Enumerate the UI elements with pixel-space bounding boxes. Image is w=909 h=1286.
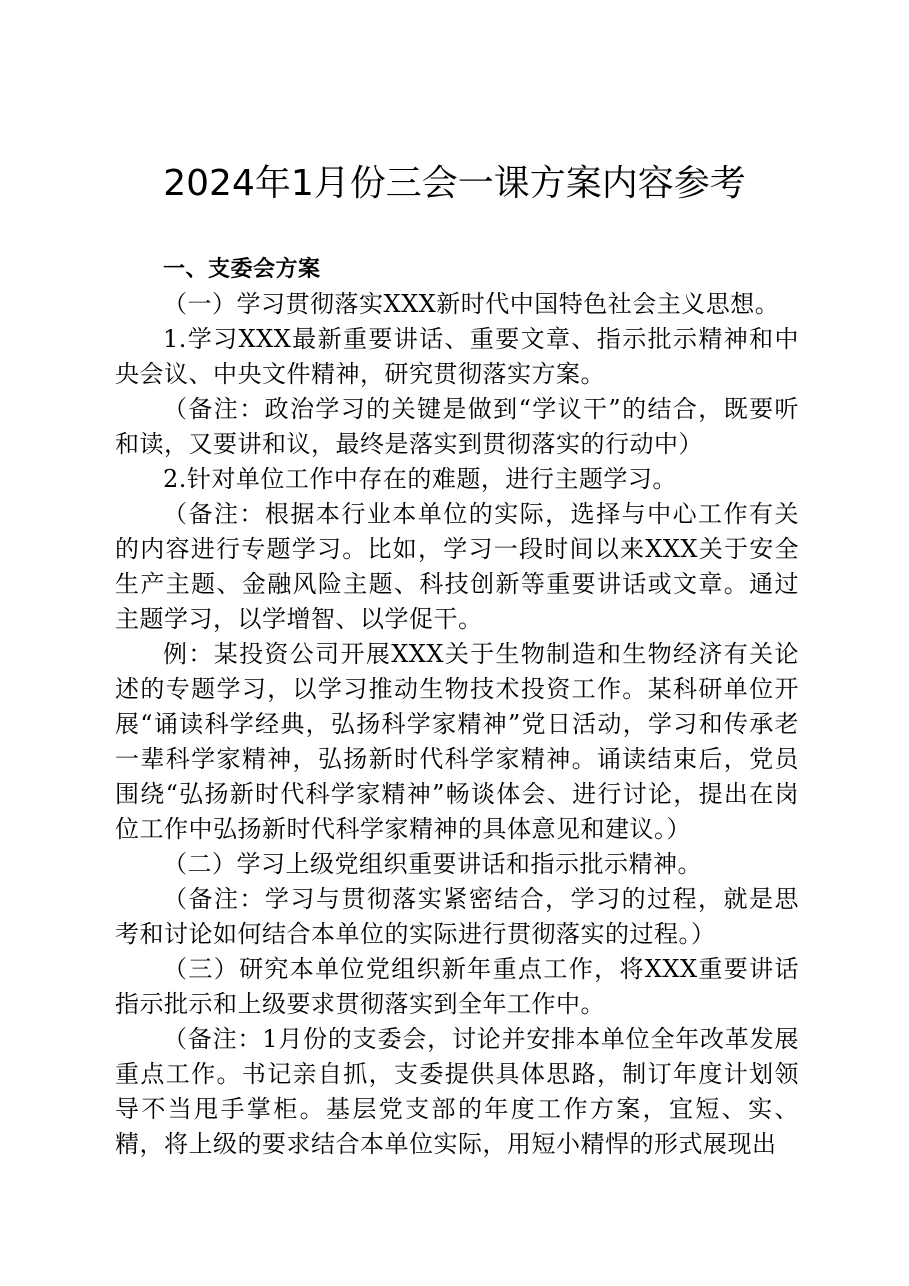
item-2: 2.针对单位工作中存在的难题，进行主题学习。 <box>163 465 677 493</box>
document-title: 2024年1月份三会一课方案内容参考 <box>163 163 746 204</box>
subsection-heading-3: （三）研究本单位党组织新年重点工作，将XXX重要讲话指示批示和上级要求贯彻落实到全年工作中。 <box>115 955 799 1018</box>
note-4: （备注：1月份的支委会，讨论并安排本单位全年改革发展重点工作。书记亲自抓，支委提供具体思路，制订年度计划领导不当甩手掌柜。基层党支部的年度工作方案，宜短、实、精，将上级的要求结合本单位实际，用短小精悍的形式展现出 <box>115 1025 799 1158</box>
note-1: （备注：政治学习的关键是做到“学议干”的结合，既要听和读，又要讲和议，最终是落实到贯彻落实的行动中） <box>115 395 799 458</box>
note-3: （备注：学习与贯彻落实紧密结合，学习的过程，就是思考和讨论如何结合本单位的实际进行贯彻落实的过程。） <box>115 885 799 948</box>
subsection-heading-1: （一）学习贯彻落实XXX新时代中国特色社会主义思想。 <box>163 290 780 318</box>
section-heading-1: 一、支委会方案 <box>163 257 321 282</box>
document-body <box>115 252 799 1162</box>
example-paragraph: 例：某投资公司开展XXX关于生物制造和生物经济有关论述的专题学习，以学习推动生物技术投资工作。某科研单位开展“诵读科学经典，弘扬科学家精神”党日活动，学习和传承老一辈科学家精神，弘扬新时代科学家精神。诵读结束后，党员围绕“弘扬新时代科学家精神”畅谈体会、进行讨论，提出在岗位工作中弘扬新时代科学家精神的具体意见和建议。） <box>115 640 799 843</box>
note-2: （备注：根据本行业本单位的实际，选择与中心工作有关的内容进行专题学习。比如，学习一段时间以来XXX关于安全生产主题、金融风险主题、科技创新等重要讲话或文章。通过主题学习，以学增智、以学促干。 <box>115 500 799 633</box>
subsection-heading-2: （二）学习上级党组织重要讲话和指示批示精神。 <box>163 850 702 878</box>
item-1: 1.学习XXX最新重要讲话、重要文章、指示批示精神和中央会议、中央文件精神，研究贯彻落实方案。 <box>115 325 799 388</box>
